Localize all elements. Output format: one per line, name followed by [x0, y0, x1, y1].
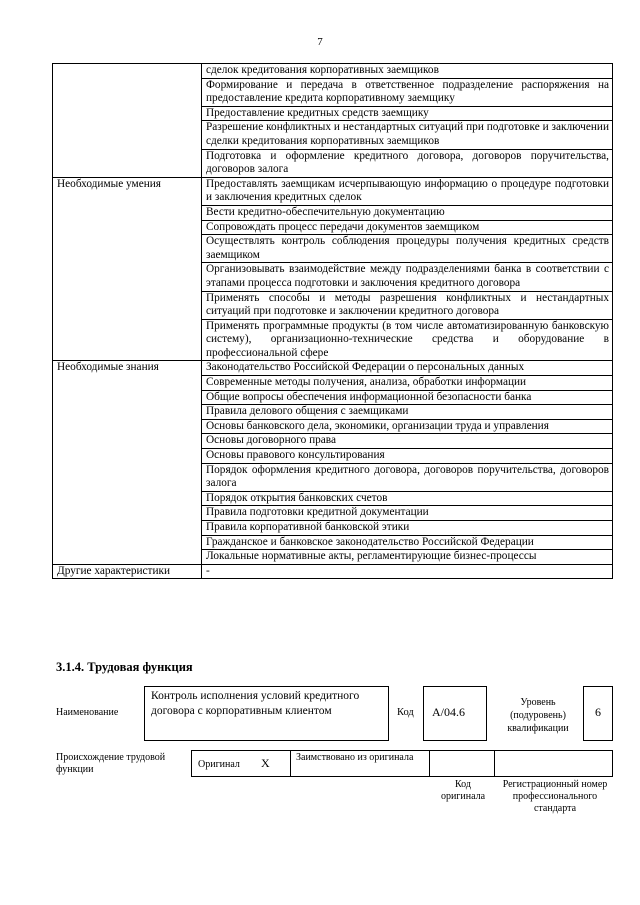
row-text: Основы правового консультирования [202, 449, 613, 464]
row-label: Необходимые умения [53, 177, 202, 361]
code-original-cell [429, 750, 495, 777]
row-text: Порядок открытия банковских счетов [202, 491, 613, 506]
row-text: Законодательство Российской Федерации о персональных данных [202, 361, 613, 376]
name-value: Контроль исполнения условий кредитного договора с корпоративным клиентом [151, 690, 360, 717]
row-text: - [202, 564, 613, 579]
original-label: Оригинал [198, 759, 240, 770]
row-text: Общие вопросы обеспечения информационной безопасности банка [202, 390, 613, 405]
row-text: Правила корпоративной банковской этики [202, 521, 613, 536]
table-row [53, 64, 613, 79]
page-number: 7 [317, 36, 323, 48]
row-text: сделок кредитования корпоративных заемщиков [202, 64, 613, 79]
level-value-box [583, 686, 613, 741]
level-label: Уровень (подуровень) квалификации [507, 697, 569, 734]
borrowed-label: Заимствовано из оригинала [296, 752, 414, 763]
table-row [53, 564, 613, 579]
row-text: Правила подготовки кредитной документации [202, 506, 613, 521]
reg-number-caption: Регистрационный номер профессионального стандарта [502, 779, 608, 814]
row-label: Другие характеристики [53, 564, 202, 579]
row-text: Организовывать взаимодействие между подразделениями банка в соответствии с этапами процесса подготовки и заключения кредитного договора [202, 263, 613, 291]
row-text: Применять программные продукты (в том числе автоматизированную банковскую систему), организационно-технические средства и оборудование в профессиональной сфере [202, 319, 613, 361]
row-text: Вести кредитно-обеспечительную документацию [202, 205, 613, 220]
row-text: Основы договорного права [202, 434, 613, 449]
code-value-box [423, 686, 487, 741]
row-text: Порядок оформления кредитного договора, договоров поручительства, договоров залога [202, 463, 613, 491]
row-text: Применять способы и методы разрешения конфликтных и нестандартных ситуаций при подготовке и заключении кредитного договора [202, 291, 613, 319]
row-text: Сопровождать процесс передачи документов заемщиком [202, 220, 613, 235]
code-value: А/04.6 [432, 705, 465, 719]
name-value-box [144, 686, 389, 741]
row-text: Предоставление кредитных средств заемщику [202, 106, 613, 121]
table-row [53, 177, 613, 205]
row-label [53, 64, 202, 178]
row-text: Разрешение конфликтных и нестандартных ситуаций при подготовке и заключении сделки кредитования корпоративных заемщиков [202, 121, 613, 149]
row-text: Основы банковского дела, экономики, организации труда и управления [202, 419, 613, 434]
code-original-caption: Код оригинала [440, 779, 486, 802]
row-text: Осуществлять контроль соблюдения процедуры получения кредитных средств заемщиком [202, 235, 613, 263]
row-text: Формирование и передача в ответственное подразделение распоряжения на предоставление кредита корпоративному заемщику [202, 78, 613, 106]
code-label: Код [397, 707, 414, 718]
row-text: Подготовка и оформление кредитного договора, договоров поручительства, договоров залога [202, 149, 613, 177]
reg-number-cell [494, 750, 613, 777]
row-text: Предоставлять заемщикам исчерпывающую информацию о процедуре подготовки и заключения кредитных сделок [202, 177, 613, 205]
origin-label: Происхождение трудовой функции [56, 752, 166, 775]
section-title: 3.1.4. Трудовая функция [56, 660, 193, 674]
row-text: Локальные нормативные акты, регламентирующие бизнес-процессы [202, 550, 613, 565]
row-text: Гражданское и банковское законодательство Российской Федерации [202, 535, 613, 550]
requirements-table [52, 63, 613, 579]
table-row [53, 361, 613, 376]
row-text: Правила делового общения с заемщиками [202, 405, 613, 420]
row-label: Необходимые знания [53, 361, 202, 564]
level-value: 6 [595, 705, 601, 719]
borrowed-cell [290, 750, 430, 777]
original-cell [191, 750, 291, 777]
row-text: Современные методы получения, анализа, обработки информации [202, 376, 613, 391]
original-mark: X [261, 756, 270, 770]
name-label: Наименование [56, 707, 119, 718]
